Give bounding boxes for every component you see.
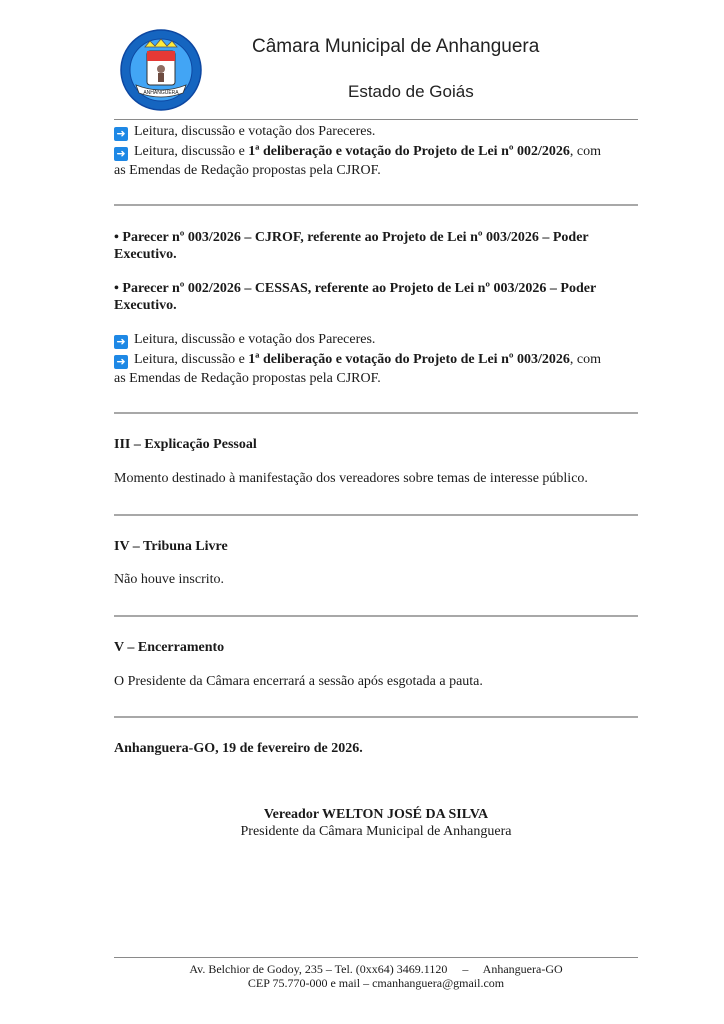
footer-divider xyxy=(114,957,638,958)
header-title: Câmara Municipal de Anhanguera xyxy=(252,36,540,57)
item-reading-pareceres-1: ➜ Leitura, discussão e votação dos Pareceres. xyxy=(114,123,644,141)
item-reading-projeto-002: ➜ Leitura, discussão e 1ª deliberação e votação do Projeto de Lei nº 002/2026, com xyxy=(114,143,644,161)
section-divider xyxy=(114,716,638,718)
place-date: Anhanguera-GO, 19 de fevereiro de 2026. xyxy=(114,741,363,756)
section-v-text: O Presidente da Câmara encerrará a sessão após esgotada a pauta. xyxy=(114,674,483,689)
header-divider xyxy=(114,119,638,120)
section-divider xyxy=(114,412,638,414)
footer-contact: CEP 75.770-000 e mail – cmanhanguera@gmail.com xyxy=(247,976,505,990)
section-iii-heading: III – Explicação Pessoal xyxy=(114,437,257,452)
section-v-heading: V – Encerramento xyxy=(114,640,225,655)
parecer-002-line2: Executivo. xyxy=(114,298,177,313)
right-arrow-icon: ➜ xyxy=(114,147,128,161)
section-iii-text: Momento destinado à manifestação dos vereadores sobre temas de interesse público. xyxy=(114,471,588,486)
signature-name: Vereador WELTON JOSÉ DA SILVA xyxy=(263,807,489,822)
section-iv-text: Não houve inscrito. xyxy=(114,572,225,587)
section-iv-heading: IV – Tribuna Livre xyxy=(114,539,228,554)
item-continuation-1: as Emendas de Redação propostas pela CJROF. xyxy=(114,163,381,178)
parecer-003-line2: Executivo. xyxy=(114,247,177,262)
item-continuation-2: as Emendas de Redação propostas pela CJROF. xyxy=(114,371,381,386)
item-reading-pareceres-2: ➜ Leitura, discussão e votação dos Pareceres. xyxy=(114,331,644,349)
parecer-002-line1: • Parecer nº 002/2026 – CESSAS, referente ao Projeto de Lei nº 003/2026 – Poder xyxy=(114,281,597,296)
section-divider xyxy=(114,615,638,617)
footer-address: Av. Belchior de Godoy, 235 – Tel. (0xx64) 3469.1120 – Anhanguera-GO xyxy=(189,962,563,976)
item-reading-projeto-003: ➜ Leitura, discussão e 1ª deliberação e votação do Projeto de Lei nº 003/2026, com xyxy=(114,351,644,369)
section-divider xyxy=(114,204,638,206)
municipal-seal-icon xyxy=(120,29,202,111)
section-divider xyxy=(114,514,638,516)
right-arrow-icon: ➜ xyxy=(114,355,128,369)
right-arrow-icon: ➜ xyxy=(114,335,128,349)
right-arrow-icon: ➜ xyxy=(114,127,128,141)
parecer-003-line1: • Parecer nº 003/2026 – CJROF, referente ao Projeto de Lei nº 003/2026 – Poder xyxy=(114,230,589,245)
signature-role: Presidente da Câmara Municipal de Anhanguera xyxy=(240,824,512,839)
header-subtitle: Estado de Goiás xyxy=(348,82,474,101)
seal-ribbon-text: ANHANGUERA xyxy=(143,90,179,96)
